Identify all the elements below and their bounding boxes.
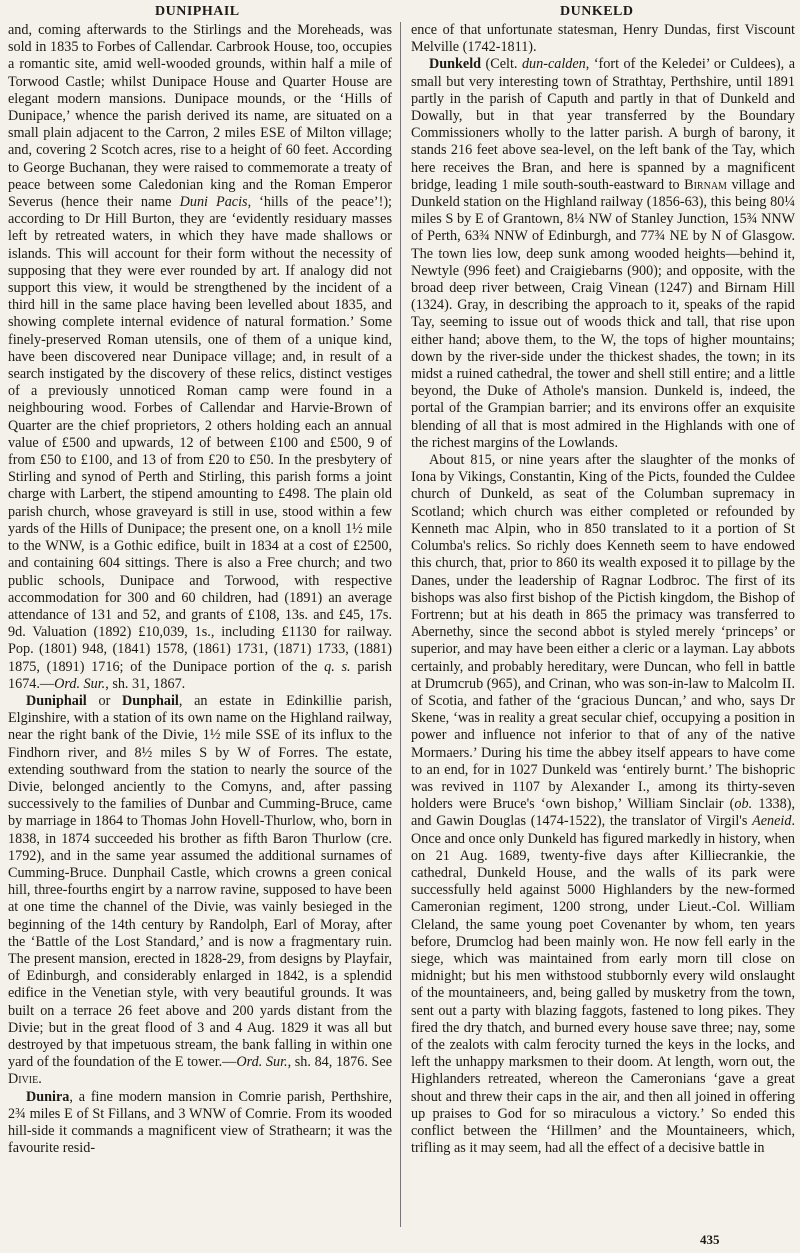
cross-reference: Birnam xyxy=(684,176,727,193)
text-run: or xyxy=(86,692,123,709)
page-number: 435 xyxy=(700,1232,720,1247)
entry-body: , ‘fort of the Keledei’ or Culdees), a small but very interesting town of Strathtay, Perthshire, until 1891 partly in the parish of Caputh and partly in that of Dunkeld and Dowally, but in that year transferred by the Boundary Commissioners wholly to the latter parish. A burgh of barony, it stands 216 feet above sea-level, on the left bank of the Tay, which here receives the Bran, and here is spanned by a magnificent bridge, leading 1 mile south-south-eastward to xyxy=(411,56,795,193)
entry-duniphail xyxy=(8,693,392,1089)
running-header xyxy=(0,2,800,22)
entry-headword: Duniphail xyxy=(26,692,87,709)
survey-reference: Ord. Sur. xyxy=(54,675,106,692)
entry-dunkeld xyxy=(411,56,795,452)
header-right-title: DUNKELD xyxy=(560,4,634,19)
text-run: , ‘hills of the peace’!); according to Dr Hill Burton, they are ‘evidently residuary masses left by retreated waters, in which they have made shallows or islands. This will account for their form without the necessity of supposing that they were ever rounded by art. If analogy did not support this view, it would be strengthened by the incident of a third hill in the same place having been levelled about 1835, and showing complete internal evidence of natural formation.’ Some finely-preserved Roman utensils, one of them of a unique kind, have been discovered near Dunipace village; and, in result of a search instigated by the discovery of these relics, distinct vestiges of a previously unnoticed Roman camp were found in a neighbouring wood. Forbes of Callendar and Harvie-Brown of Quarter are the chief proprietors, 2 others holding each an annual value of £500 and upwards, 12 of between £100 and £500, 9 of from £50 to £100, and 13 of from £20 to £50. In the presbytery of Stirling and synod of Perth and Stirling, this parish forms a joint charge with Larbert, the stipend amounting to £498. The plain old parish church, whose graveyard is still in use, stood within a few yards of the Hills of Dunipace; the present one, on a knoll 1½ mile to the WNW, is a Gothic edifice, built in 1834 at a cost of £2500, and containing 604 sittings. There is also a Free church; and two public schools, Dunipace and Torwood, with respective accommodation for 300 and 60 children, had (1891) an average attendance of 131 and 52, and grants of £108, 13s. and £45, 17s. 9d. Valuation (1892) £10,039, 1s., including £1130 for railway. Pop. (1801) 948, (1841) 1578, (1861) 1731, (1871) 1733, (1881) 1875, (1891) 1716; of the Dunipace portion of the xyxy=(8,194,392,675)
paragraph-dunira-continued: ence of that unfortunate statesman, Henry Dundas, first Viscount Melville (1742-1811). xyxy=(411,22,795,56)
text-run: , sh. 31, 1867. xyxy=(105,675,186,692)
entry-dunira xyxy=(8,1089,392,1158)
italic-term: ob. xyxy=(734,796,753,813)
text-run: . xyxy=(38,1071,42,1088)
entry-body: , a fine modern mansion in Comrie parish, Perthshire, 2¾ miles E of St Fillans, and 3 WNW of Comrie. From its wooded hill-side it commands a magnificent view of Strathearn; it was the favourite resid- xyxy=(8,1088,392,1157)
column-divider xyxy=(400,22,401,1227)
etymology-term: dun-calden xyxy=(521,56,586,73)
entry-headword: Dunira xyxy=(26,1088,70,1105)
entry-headword: Dunkeld xyxy=(429,56,482,73)
entry-body: village and Dunkeld station on the Highland railway (1856-63), this being 80¼ miles S by E of Grantown, 8¼ NW of Stanley Junction, 15¾ NNW of Perth, 63¾ NNW of Edinburgh, and 77¾ NE by N of Glasgow. The town lies low, deep sunk among wooded heights—behind it, Newtyle (996 feet) and Craigiebarns (900); and opposite, with the broad deep river between, Craig Vinean (1247) and Birnam Hill (1324). Gray, in describing the approach to it, speaks of the rapid Tay, seeming to issue out of woods thick and tall, that rise upon either hand; above them, to the W, the tops of higher mountains; down by the river-side under the thickest shades, the town; in its midst a ruined cathedral, the tower and shell still entire; and a little beyond, the Duke of Athole's mansion. Dunkeld is, indeed, the portal of the Grampian barrier; and its environs offer an exquisite blending of all that is most admired in the Highlands with one of the richest margins of the Lowlands. xyxy=(411,176,796,451)
text-run: . Once and once only Dunkeld has figured markedly in history, when on 21 Aug. 1689, twenty-five days after Killiecrankie, the cathedral, Dunkeld House, and the walls of its park were successfully held against 5000 Highlanders by the new-formed Cameronian regiment, 1200 strong, under Lieut.-Col. William Cleland, the same young poet Covenanter by whom, ten years before, Drumclog had been mainly won. He now fell early in the siege, which was maintained from early morn till close on midnight; but his men withstood stubbornly every wild onslaught of the mountaineers, and, being galled by musketry from the town, sent out a party with blazing faggots, fastened to long pikes. They fired the dry thatch, and burned every house save three; nay, some of the zealots with calm ferocity turned the keys in the locks, and left the unhappy marksmen to their doom. At length, worn out, the Highlanders retreated, whereon the Cameronians ‘gave a great shout and threw their caps in the air, and then all joined in offering up praises to God for so miraculous a victory.’ So ended this conflict between the ‘Hillmen’ and the Mountaineers, which, trifling as it may seem, had all the effect of a decisive battle in xyxy=(411,813,796,1157)
italic-term: q. s. xyxy=(324,658,351,675)
left-column xyxy=(8,22,392,1157)
text-run: parish 1674.— xyxy=(8,658,392,692)
text-run: (Celt. xyxy=(481,56,522,73)
cross-reference: Divie xyxy=(8,1071,39,1088)
right-column xyxy=(411,22,795,1157)
text-run: About 815, or nine years after the slaughter of the monks of Iona by Vikings, Constantin, King of the Picts, founded the Culdee church of Dunkeld, as seat of the Columban supremacy in Scotland; which church was either completed or refounded by Kenneth mac Alpin, who in 850 translated to it a portion of St Columba's relics. So richly does Kenneth seem to have endowed this church, that, prior to 860 its wealth exposed it to pillage by the Danes, under the leadership of Ragnar Lodbroc. The first of its bishops was also first bishop of the Pictish kingdom, the Bishop of Fortrenn; but at his death in 865 the primacy was transferred to Abernethy, since the second abbot is styled merely ‘princeps’ or superior, and may have been either a cleric or a layman. Lay abbots certainly, and probably hereditary, were Duncan, who fell in battle at Drumcrub (965), and Crinan, who was son-in-law to Malcolm II. of Scotia, and father of the ‘gracious Duncan,’ and who, says Dr Skene, ‘was in reality a great secular chief, occupying a position in power and influence not inferior to that of any of the native Mormaers.’ During his time the abbey itself appears to have come to an end, for in 1027 Dunkeld was ‘entirely burnt.’ The bishopric was revived in 1107 by Alexander I., among its thirty-seven holders were Bruce's ‘own bishop,’ William Sinclair ( xyxy=(411,452,795,813)
entry-body: , an estate in Edinkillie parish, Elginshire, with a station of its own name on the Highland railway, near the right bank of the Divie, 1½ mile SSE of its influx to the Findhorn river, and 8½ miles S by W of Forres. The estate, extending southward from the station to nearly the source of the Divie, belonged anciently to the Comyns, and, after passing successively to the families of Dunbar and Cumming-Bruce, came by marriage in 1864 to Thomas John Hovell-Thurlow, who, born in 1838, in 1874 succeeded his brother as fifth Baron Thurlow (cre. 1792), and in the same year assumed the additional surnames of Cumming-Bruce. Dunphail Castle, which crowns a green conical hill, three-fourths engirt by a narrow ravine, supposed to have been at one time the channel of the Divie, was vainly besieged in the beginning of the 14th century by Randolph, Earl of Moray, after the ‘Battle of the Lost Standard,’ and is now a fragmentary ruin. The present mansion, erected in 1828-29, from designs by Playfair, of Edinburgh, and considerably enlarged in 1842, is a splendid edifice in the Venetian style, with very beautiful grounds. It was built on a terrace 26 feet above and 200 yards distant from the Divie; but in the great flood of 3 and 4 Aug. 1829 it was all but destroyed by that impetuous stream, the bank falling in within one yard of the foundation of the E tower.— xyxy=(8,692,392,1071)
text-run: and, coming afterwards to the Stirlings and the Moreheads, was sold in 1835 to Forbes of Callendar. Carbrook House, too, occupies a romantic site, amid well-wooded grounds, within half a mile of Torwood Castle; whilst Dunipace House and Quarter House are elegant modern mansions. Dunipace mounds, or the ‘Hills of Dunipace,’ whence the parish derived its name, are situated on a small plain adjacent to the Carron, 2 miles ESE of Milton village; and, covering 2 Scotch acres, rise to a height of 60 feet. According to George Buchanan, they were raised to commemorate a treaty of peace between some Caledonian king and the Roman Emperor Severus (hence their name xyxy=(8,22,392,211)
italic-term: Aeneid xyxy=(752,813,792,830)
entry-headword: Dunphail xyxy=(122,692,179,709)
header-left-title: DUNIPHAIL xyxy=(155,4,240,19)
survey-reference: Ord. Sur. xyxy=(236,1054,288,1071)
italic-term: Duni Pacis xyxy=(179,194,248,211)
paragraph-dunipace-continued xyxy=(8,22,392,693)
paragraph-dunkeld-history xyxy=(411,452,795,1157)
text-run: 1338), and Gawin Douglas (1474-1522), the translator of Virgil's xyxy=(411,796,796,830)
text-run: , sh. 84, 1876. See xyxy=(287,1054,392,1071)
